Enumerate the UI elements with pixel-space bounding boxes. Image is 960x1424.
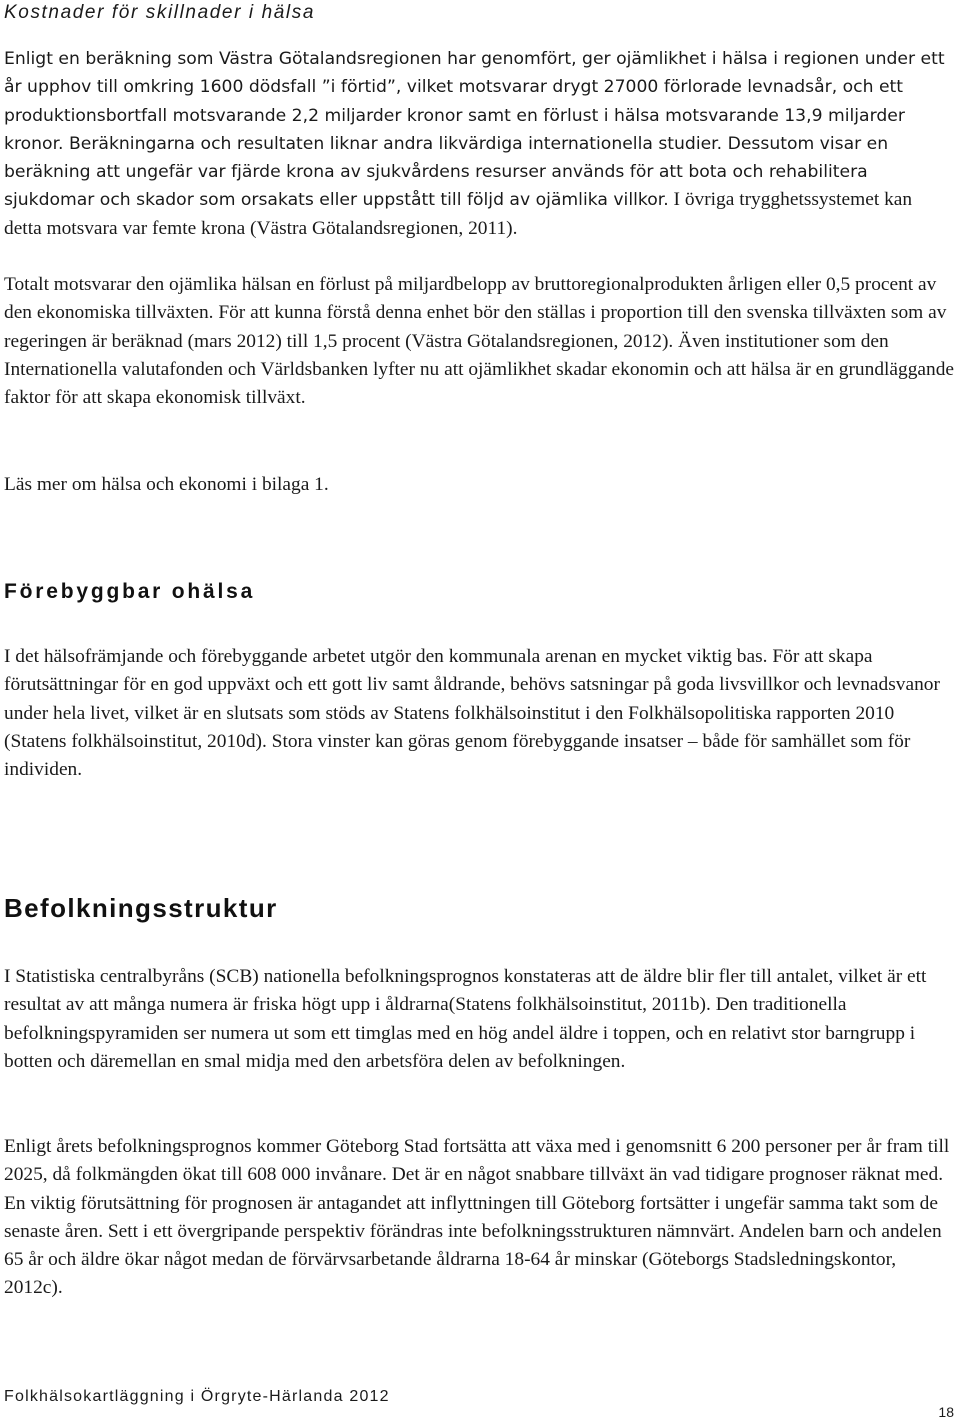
paragraph-prevention-1: I det hälsofrämjande och förebyggande arbetet utgör den kommunala arenan en mycket viktig bas. För att skapa förutsättningar för en god uppväxt och ett gott liv samt åldrande, behövs satsningar på goda livsvillkor och levnadsvanor under hela livet, vilket är en slutsats som stöds av Statens folkhälsoinstitut i den Folkhälsopolitiska rapporten 2010 (Statens folkhälsoinstitut, 2010d). Stora vinster kan göras genom förebyggande insatser – både för samhället som för individen.	[4, 646, 940, 781]
section-heading-costs: Kostnader för skillnader i hälsa	[4, 2, 316, 23]
section-heading-prevention: Förebyggbar ohälsa	[4, 580, 256, 603]
page-footer-title: Folkhälsokartläggning i Örgryte-Härlanda 2012	[4, 1388, 390, 1405]
paragraph-costs-1	[4, 45, 954, 243]
page-number: 18	[938, 1404, 954, 1420]
paragraph-costs-3: Läs mer om hälsa och ekonomi i bilaga 1.	[4, 474, 329, 495]
paragraph-costs-2: Totalt motsvarar den ojämlika hälsan en förlust på miljardbelopp av bruttoregionalprodukten årligen eller 0,5 procent av den ekonomiska tillväxten. För att kunna förstå denna enhet bör den ställas i proportion till den svenska tillväxten som av regeringen är beräknad (mars 2012) till 1,5 procent (Västra Götalandsregionen, 2012). Även institutioner som den Internationella valutafonden och Världsbanken lyfter nu att ojämlikhet skadar ekonomin och att hälsa är en grundläggande faktor för att skapa ekonomisk tillväxt.	[4, 274, 954, 409]
paragraph-population-2: Enligt årets befolkningsprognos kommer Göteborg Stad fortsätta att växa med i genomsnitt 6 200 personer per år fram till 2025, då folkmängden ökat till 608 000 invånare. Det är en något snabbare tillväxt än vad tidigare prognoser räknat med. En viktig förutsättning för prognosen är antagandet att inflyttningen till Göteborg fortsätter i ungefär samma takt som de senaste åren. Sett i ett övergripande perspektiv förändras inte befolkningsstrukturen nämnvärt. Andelen barn och andelen 65 år och äldre ökar något medan de förvärvsarbetande åldrarna 18-64 år minskar (Göteborgs Stadsledningskontor, 2012c).	[4, 1136, 950, 1299]
paragraph-costs-1-serif-part: I övriga trygghetssystemet kan detta motsvara var femte krona (Västra Götalandsregionen, 2011).	[4, 189, 913, 239]
paragraph-costs-1-sans-part: Enligt en beräkning som Västra Götalandsregionen har genomfört, ger ojämlikhet i hälsa i regionen under ett år upphov till omkring 1600 dödsfall ”i förtid”, vilket motsvarar drygt 27000 förlorade levnadsår, och ett produktionsbortfall motsvarande 2,2 miljarder kronor samt en förlust i hälsa motsvarande 13,9 miljarder kronor. Beräkningarna och resultaten liknar andra likvärdiga internationella studier. Dessutom visar en beräkning att ungefär var fjärde krona av sjukvårdens resurser används för att bota och rehabilitera sjukdomar och skador som orsakats eller uppstått till följd av ojämlika villkor.	[4, 49, 945, 211]
section-heading-population: Befolkningsstruktur	[4, 893, 278, 923]
paragraph-population-1: I Statistiska centralbyråns (SCB) nationella befolkningsprognos konstateras att de äldre blir fler till antalet, vilket är ett resultat av att många numera är friska högt upp i åldrarna(Statens folkhälsoinstitut, 2011b). Den traditionella befolkningspyramiden ser numera ut som ett timglas med en hög andel äldre i toppen, och en relativt stor barngrupp i botten och däremellan en smal midja med den arbetsföra delen av befolkningen.	[4, 966, 927, 1072]
